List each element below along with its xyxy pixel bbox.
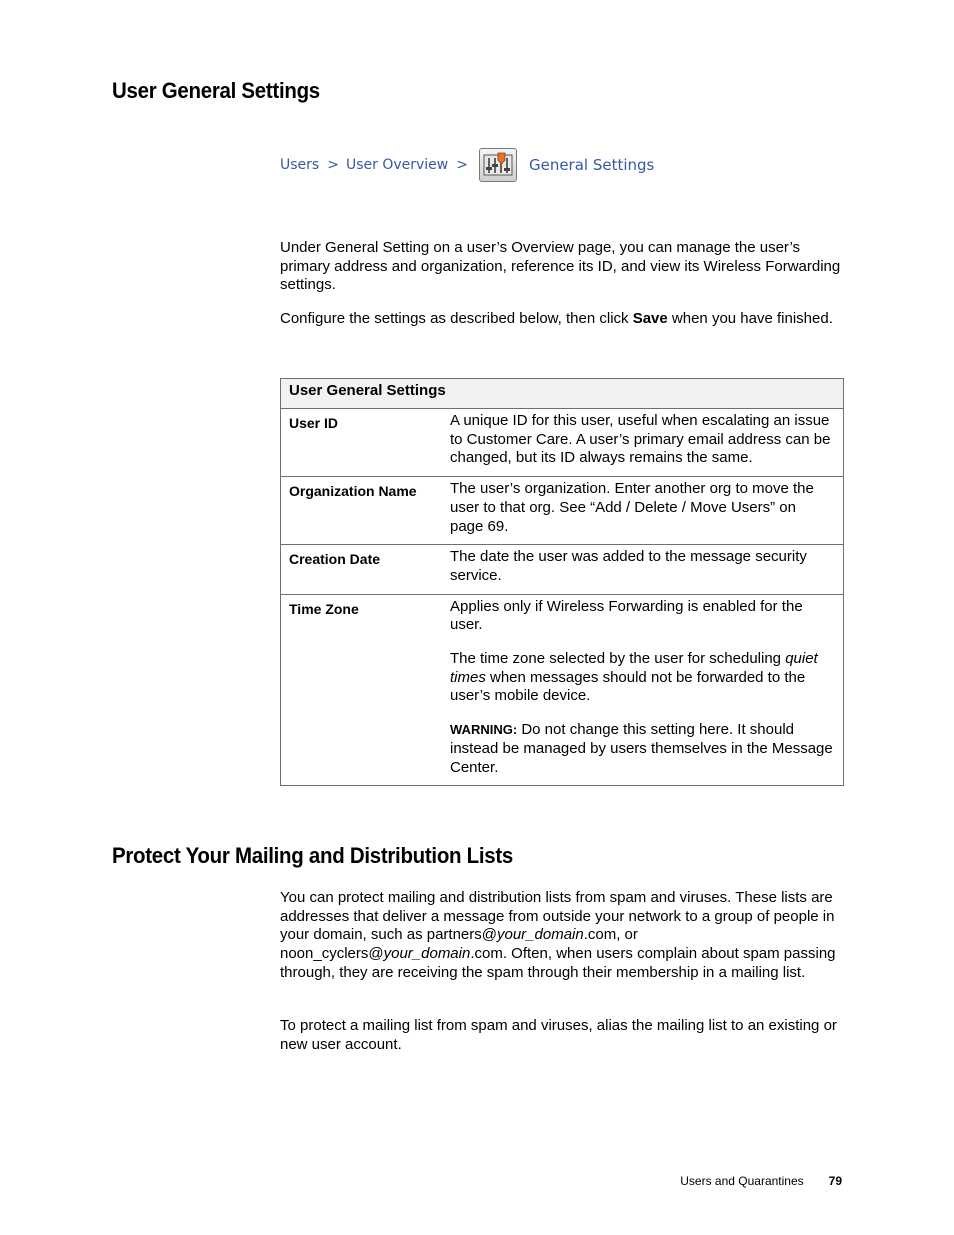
save-label: Save (632, 310, 668, 327)
warning-paragraph (450, 721, 833, 777)
breadcrumb-separator: > (327, 157, 339, 173)
breadcrumb-users-link[interactable]: Users (280, 157, 320, 173)
breadcrumb-current-page: General Settings (528, 156, 655, 174)
timezone-quiet-times-paragraph (450, 650, 833, 706)
warning-text: Do not change this setting here. It should instead be managed by users themselves in the Message Center. (450, 721, 833, 776)
row-description (443, 594, 844, 786)
text: .com, or noon_cyclers@ (280, 926, 638, 963)
configure-text-end: when you have finished. (667, 310, 833, 327)
row-label: Creation Date (281, 545, 444, 594)
footer-chapter: Users and Quarantines (680, 1174, 804, 1188)
breadcrumb (280, 146, 654, 184)
timezone-paragraph: Applies only if Wireless Forwarding is enabled for the user. (450, 597, 803, 634)
table-header-row (281, 379, 844, 409)
row-description: The date the user was added to the message security service. (443, 545, 844, 594)
domain-placeholder: your_domain (383, 945, 471, 963)
row-description: A unique ID for this user, useful when escalating an issue to Customer Care. A user’s primary email address can be changed, but its ID always remains the same. (443, 409, 844, 477)
protect-lists-paragraph (280, 889, 845, 983)
intro-paragraph: Under General Setting on a user’s Overview page, you can manage the user’s primary address and organization, reference its ID, and view its Wireless Forwarding settings. (280, 239, 841, 294)
table-row (281, 545, 844, 594)
row-label: Time Zone (281, 594, 444, 786)
section-heading-user-general-settings: User General Settings (112, 78, 320, 103)
text: when messages should not be forwarded to the user’s mobile device. (450, 668, 806, 705)
configure-text: Configure the settings as described below, then click (280, 310, 633, 327)
warning-label: WARNING: (450, 722, 518, 738)
alias-paragraph: To protect a mailing list from spam and viruses, alias the mailing list to an existing or new user account. (280, 1017, 837, 1053)
table-header: User General Settings (281, 379, 844, 409)
text: You can protect mailing and distribution lists from spam and viruses. These lists are addresses that deliver a message from outside your network to a group of people in your domain, such as partners@ (280, 889, 835, 944)
breadcrumb-user-overview-link[interactable]: User Overview (345, 157, 449, 173)
text: The time zone selected by the user for scheduling (450, 650, 786, 668)
quiet-times-term: quiet times (450, 650, 818, 686)
row-label: User ID (281, 409, 444, 477)
user-general-settings-table (280, 378, 844, 786)
domain-placeholder: your_domain (497, 926, 584, 944)
settings-sliders-icon (479, 148, 517, 182)
section-heading-protect-lists: Protect Your Mailing and Distribution Lists (112, 843, 514, 868)
table-row (281, 477, 844, 545)
row-description: The user’s organization. Enter another org to move the user to that org. See “Add / Delete / Move Users” on page 69. (443, 477, 844, 545)
table-row (281, 594, 844, 786)
breadcrumb-separator: > (456, 157, 468, 173)
row-label: Organization Name (281, 477, 444, 545)
text: .com. Often, when users complain about spam passing through, they are receiving the spam through their membership in a mailing list. (280, 945, 836, 981)
table-row (281, 409, 844, 477)
page-number: 79 (828, 1174, 842, 1188)
page-footer (680, 1174, 842, 1188)
configure-paragraph (280, 310, 845, 329)
